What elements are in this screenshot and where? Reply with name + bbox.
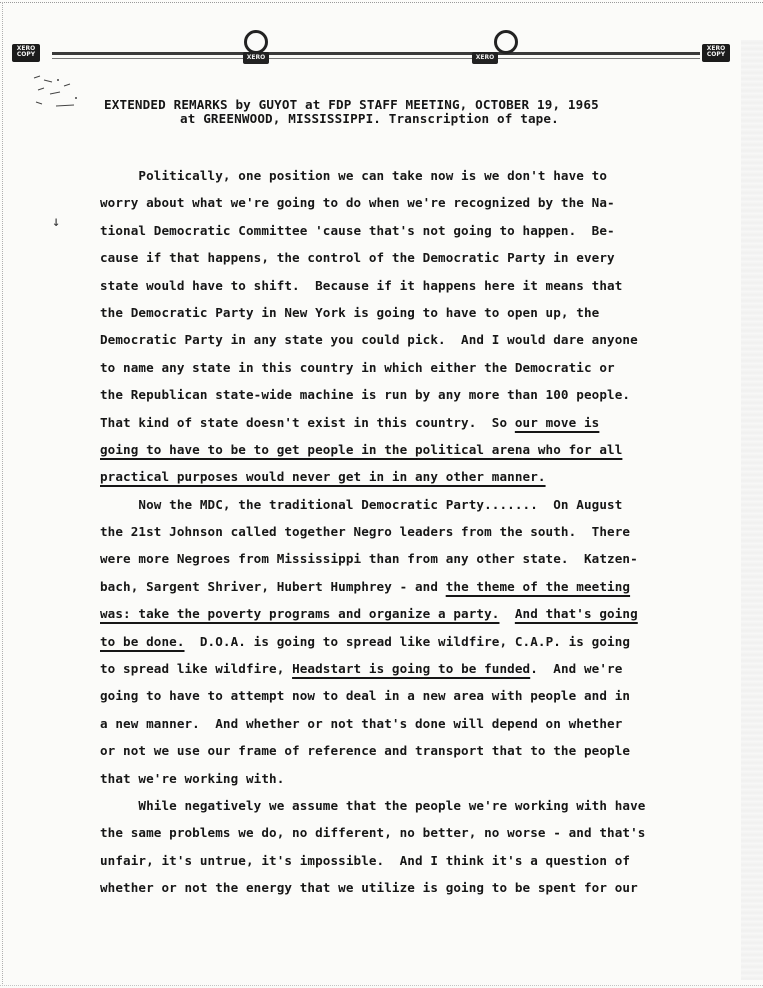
text-run: cause if that happens, the control of the Democratic Party in every [100, 250, 615, 266]
margin-tick-mark: ↓ [52, 214, 61, 230]
text-run: That kind of state doesn't exist in this country. So [100, 414, 515, 430]
underlined-text: Headstart is going to be funded [292, 661, 531, 677]
text-line [100, 573, 712, 600]
text-line [100, 600, 712, 627]
xerox-copy-stamp-right [702, 44, 730, 62]
text-line [100, 189, 712, 216]
text-line [100, 409, 712, 436]
text-run: tional Democratic Committee 'cause that's not going to happen. Be- [100, 222, 615, 238]
text-run: Democratic Party in any state you could pick. And I would dare anyone [100, 332, 638, 348]
text-line [100, 518, 712, 545]
xerox-ring-stamp-left: XERO [243, 52, 269, 64]
paragraph [100, 491, 712, 792]
text-run: whether or not the energy that we utilize is going to be spent for our [100, 880, 638, 896]
text-line [100, 847, 712, 874]
underlined-text: going to have to be to get people in the political arena who for all [100, 441, 623, 457]
text-run: worry about what we're going to do when we're recognized by the Na- [100, 195, 615, 211]
text-run: D.O.A. is going to spread like wildfire, C.A.P. is going [184, 633, 631, 649]
text-line [100, 436, 712, 463]
copy-stamp-text: COPY [706, 51, 726, 58]
left-copy-border [2, 2, 3, 986]
underlined-text: our move is [514, 414, 600, 430]
text-run: Now the MDC, the traditional Democratic Party....... On August [100, 496, 623, 512]
text-line [100, 655, 712, 682]
text-line [100, 326, 712, 353]
text-line [100, 628, 712, 655]
binder-line-thin [52, 58, 700, 59]
text-line [100, 244, 712, 271]
text-line [100, 299, 712, 326]
text-run: the Democratic Party in New York is going to have to open up, the [100, 304, 600, 320]
underlined-text: practical purposes would never get in in any other manner. [100, 469, 546, 485]
text-run: . And we're [530, 661, 623, 677]
heading-line-1: EXTENDED REMARKS by GUYOT at FDP STAFF MEETING, OCTOBER 19, 1965 [104, 97, 599, 112]
text-run: the same problems we do, no different, no better, no worse - and that's [100, 825, 646, 841]
paragraph [100, 792, 712, 902]
text-run: state would have to shift. Because if it happens here it means that [100, 277, 623, 293]
text-line [100, 765, 712, 792]
text-run: Politically, one position we can take now is we don't have to [100, 168, 608, 183]
top-copy-border [0, 2, 763, 3]
text-line [100, 272, 712, 299]
text-run: While negatively we assume that the people we're working with have [100, 797, 646, 813]
text-run: to name any state in this country in which either the Democratic or [100, 359, 615, 375]
paragraph [100, 162, 712, 491]
margin-scribble-icon [30, 72, 90, 112]
xerox-stamp-text: XERO [16, 45, 36, 52]
text-line [100, 491, 712, 518]
document-heading [104, 98, 664, 126]
text-run: unfair, it's untrue, it's impossible. And I think it's a question of [100, 852, 631, 868]
text-line [100, 710, 712, 737]
text-line [100, 874, 712, 901]
text-run: bach, Sargent Shriver, Hubert Humphrey - and [100, 578, 446, 594]
text-line [100, 354, 712, 381]
underlined-text: to be done. [100, 633, 185, 649]
underlined-text: was: take the poverty programs and organize a party. [100, 606, 500, 622]
text-run: or not we use our frame of reference and transport that to the people [100, 743, 631, 759]
xerox-ring-stamp-mid: XERO [472, 52, 498, 64]
right-edge-shading [741, 40, 763, 980]
text-line [100, 545, 712, 572]
xerox-copy-stamp-left [12, 44, 40, 62]
text-run: a new manner. And whether or not that's done will depend on whether [100, 715, 623, 731]
text-run: were more Negroes from Mississippi than from any other state. Katzen- [100, 551, 638, 567]
text-line [100, 737, 712, 764]
binder-line [52, 52, 700, 55]
text-run: the Republican state-wide machine is run by any more than 100 people. [100, 387, 631, 403]
underlined-text: And that's going [514, 606, 638, 622]
transcript-body [100, 162, 712, 902]
underlined-text: the theme of the meeting [445, 578, 631, 594]
text-line [100, 217, 712, 244]
heading-line-2: at GREENWOOD, MISSISSIPPI. Transcription of tape. [180, 111, 559, 126]
text-line [100, 162, 712, 189]
text-run [499, 606, 514, 621]
text-line [100, 463, 712, 490]
copy-stamp-text: COPY [16, 51, 36, 58]
text-line [100, 682, 712, 709]
text-run: to spread like wildfire, [100, 661, 293, 677]
text-run: the 21st Johnson called together Negro leaders from the south. There [100, 524, 631, 540]
text-line [100, 792, 712, 819]
bottom-copy-border [0, 985, 763, 986]
binder-ring-icon [244, 30, 268, 54]
text-run: going to have to attempt now to deal in a new area with people and in [100, 688, 631, 704]
text-line [100, 819, 712, 846]
text-run: that we're working with. [100, 770, 285, 786]
binder-ring-icon [494, 30, 518, 54]
binder-strip [12, 44, 750, 64]
xerox-stamp-text: XERO [706, 45, 726, 52]
text-line [100, 381, 712, 408]
